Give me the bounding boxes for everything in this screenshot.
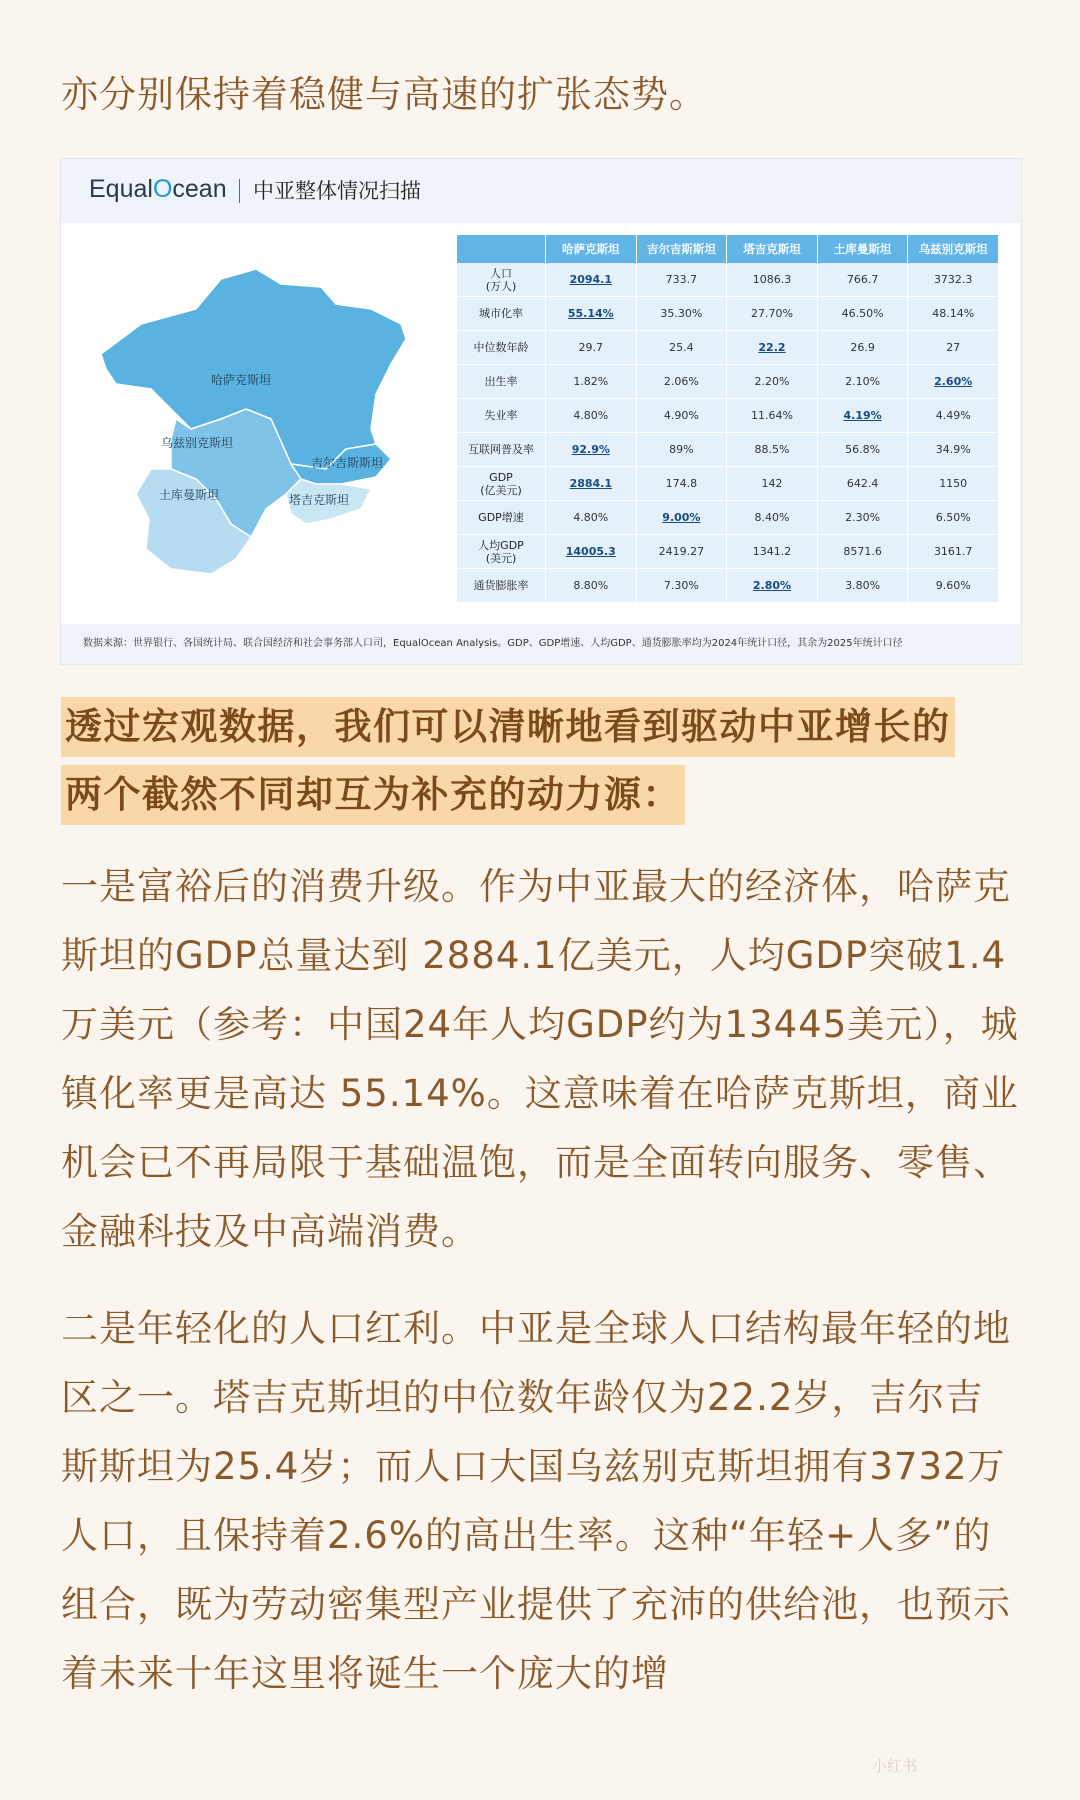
map-label-kyrgyzstan: 吉尔吉斯斯坦 [311, 456, 384, 470]
map-label-turkmenistan: 土库曼斯坦 [159, 488, 220, 502]
intro-text: 亦分别保持着稳健与高速的扩张态势。 [61, 73, 707, 116]
table-row [457, 501, 999, 535]
table-cell: 34.9% [908, 433, 999, 467]
table-header-country: 塔吉克斯坦 [727, 235, 818, 263]
figure-title: 中亚整体情况扫描 [253, 179, 421, 203]
table-cell: 2.60% [908, 365, 999, 399]
table-row [457, 535, 999, 569]
table-header-row [457, 235, 999, 263]
table-cell: 26.9 [817, 331, 908, 365]
table-cell: 4.19% [817, 399, 908, 433]
table-cell: 2884.1 [546, 467, 637, 501]
table-row-label [457, 263, 546, 297]
table-row [457, 365, 999, 399]
logo-o: O [152, 175, 173, 203]
table-row-label [457, 467, 546, 501]
map-label-tajikistan: 塔吉克斯坦 [289, 493, 350, 507]
table-row [457, 399, 999, 433]
table-cell: 29.7 [546, 331, 637, 365]
row-label-unit: (美元) [485, 551, 517, 565]
table-cell: 8.40% [727, 501, 818, 535]
map-label-uzbekistan: 乌兹别克斯坦 [161, 436, 234, 450]
table-row-label [457, 297, 546, 331]
table-cell: 2.10% [817, 365, 908, 399]
table-row-label [457, 535, 546, 569]
table-cell: 642.4 [817, 467, 908, 501]
figure-source-note: 数据来源：世界银行、各国统计局、联合国经济和社会事务部人口司，EqualOcean Analysis。GDP、GDP增速、人均GDP、通货膨胀率均为2024年统计口径，其余为2025年统计口径 [61, 624, 1021, 664]
table-cell: 174.8 [636, 467, 727, 501]
row-label-main: GDP增速 [478, 511, 524, 524]
row-label-main: 人均GDP [478, 538, 524, 552]
table-cell: 7.30% [636, 569, 727, 603]
row-label-main: 通货膨胀率 [473, 579, 529, 592]
table-body [457, 263, 999, 603]
table-row [457, 297, 999, 331]
table-cell: 733.7 [636, 263, 727, 297]
table-row-label [457, 365, 546, 399]
figure-header [61, 159, 1021, 223]
table-row [457, 433, 999, 467]
table-cell: 9.60% [908, 569, 999, 603]
table-cell: 4.49% [908, 399, 999, 433]
highlight-line-2-container [61, 760, 1021, 829]
xiaohongshu-watermark: 小红书 [872, 1757, 918, 1775]
table-cell: 2.20% [727, 365, 818, 399]
table-cell: 8571.6 [817, 535, 908, 569]
table-row-label [457, 569, 546, 603]
table-cell: 1.82% [546, 365, 637, 399]
table-cell: 25.4 [636, 331, 727, 365]
row-label-main: 出生率 [484, 375, 518, 388]
table-cell: 3161.7 [908, 535, 999, 569]
table-cell: 1086.3 [727, 263, 818, 297]
table-cell: 27 [908, 331, 999, 365]
table-cell: 2419.27 [636, 535, 727, 569]
table-header-country: 乌兹别克斯坦 [908, 235, 999, 263]
row-label-main: 失业率 [484, 409, 518, 422]
row-label-main: 城市化率 [479, 307, 523, 320]
paragraph-demographic-dividend: 二是年轻化的人口红利。中亚是全球人口结构最年轻的地区之一。塔吉克斯坦的中位数年龄仅为22.2岁，吉尔吉斯斯坦为25.4岁；而人口大国乌兹别克斯坦拥有3732万人口，且保持着2.6%的高出生率。这种“年轻+人多”的组合，既为劳动密集型产业提供了充沛的供给池，也预示着未来十年这里将诞生一个庞大的增 [61, 1307, 1011, 1695]
paragraph-consumption-upgrade: 一是富裕后的消费升级。作为中亚最大的经济体，哈萨克斯坦的GDP总量达到 2884.1亿美元，人均GDP突破1.4万美元（参考：中国24年人均GDP约为13445美元），城镇化率更是高达 55.14%。这意味着在哈萨克斯坦，商业机会已不再局限于基础温饱，而是全面转向服务、零售、金融科技及中高端消费。 [61, 865, 1019, 1253]
row-label-main: GDP [489, 470, 513, 484]
table-cell: 11.64% [727, 399, 818, 433]
table-cell: 88.5% [727, 433, 818, 467]
map-label-kazakhstan: 哈萨克斯坦 [211, 373, 272, 387]
row-label-main: 互联网普及率 [468, 443, 534, 456]
table-cell: 89% [636, 433, 727, 467]
table-cell: 55.14% [546, 297, 637, 331]
logo-suffix: cean [172, 175, 227, 203]
central-asia-infographic [60, 158, 1022, 665]
table-cell: 2094.1 [546, 263, 637, 297]
equalocean-logo [89, 175, 227, 204]
table-row [457, 467, 999, 501]
table-row-label [457, 433, 546, 467]
table-cell: 1341.2 [727, 535, 818, 569]
table-row [457, 263, 999, 297]
table-cell: 56.8% [817, 433, 908, 467]
row-label-main: 人口 [490, 266, 512, 280]
table-cell: 14005.3 [546, 535, 637, 569]
table-cell: 48.14% [908, 297, 999, 331]
table-cell: 4.90% [636, 399, 727, 433]
table-cell: 2.30% [817, 501, 908, 535]
table-cell: 4.80% [546, 501, 637, 535]
highlight-line-2: 两个截然不同却互为补充的动力源： [61, 765, 685, 825]
table-cell: 35.30% [636, 297, 727, 331]
table-cell: 46.50% [817, 297, 908, 331]
highlight-line-1-container [61, 692, 1021, 761]
table-corner [457, 235, 546, 263]
row-label-unit: (亿美元) [480, 483, 522, 497]
table-cell: 27.70% [727, 297, 818, 331]
table-cell: 142 [727, 467, 818, 501]
table-cell: 8.80% [546, 569, 637, 603]
highlight-line-1: 透过宏观数据，我们可以清晰地看到驱动中亚增长的 [61, 697, 955, 757]
table-cell: 2.80% [727, 569, 818, 603]
table-row [457, 331, 999, 365]
row-label-main: 中位数年龄 [473, 341, 529, 354]
table-row-label [457, 399, 546, 433]
table-cell: 4.80% [546, 399, 637, 433]
table-row-label [457, 501, 546, 535]
table-cell: 3.80% [817, 569, 908, 603]
table-cell: 22.2 [727, 331, 818, 365]
table-cell: 6.50% [908, 501, 999, 535]
table-cell: 766.7 [817, 263, 908, 297]
table-cell: 92.9% [546, 433, 637, 467]
table-header-country: 土库曼斯坦 [817, 235, 908, 263]
table-row-label [457, 331, 546, 365]
table-row [457, 569, 999, 603]
table-cell: 9.00% [636, 501, 727, 535]
table-cell: 1150 [908, 467, 999, 501]
row-label-unit: (万人) [485, 279, 517, 293]
central-asia-map [71, 269, 511, 579]
header-divider [239, 179, 240, 203]
table-cell: 3732.3 [908, 263, 999, 297]
logo-prefix: Equal [89, 175, 153, 203]
table-header-country: 哈萨克斯坦 [546, 235, 637, 263]
country-data-table [457, 235, 999, 603]
table-header-country: 吉尔吉斯斯坦 [636, 235, 727, 263]
table-cell: 2.06% [636, 365, 727, 399]
